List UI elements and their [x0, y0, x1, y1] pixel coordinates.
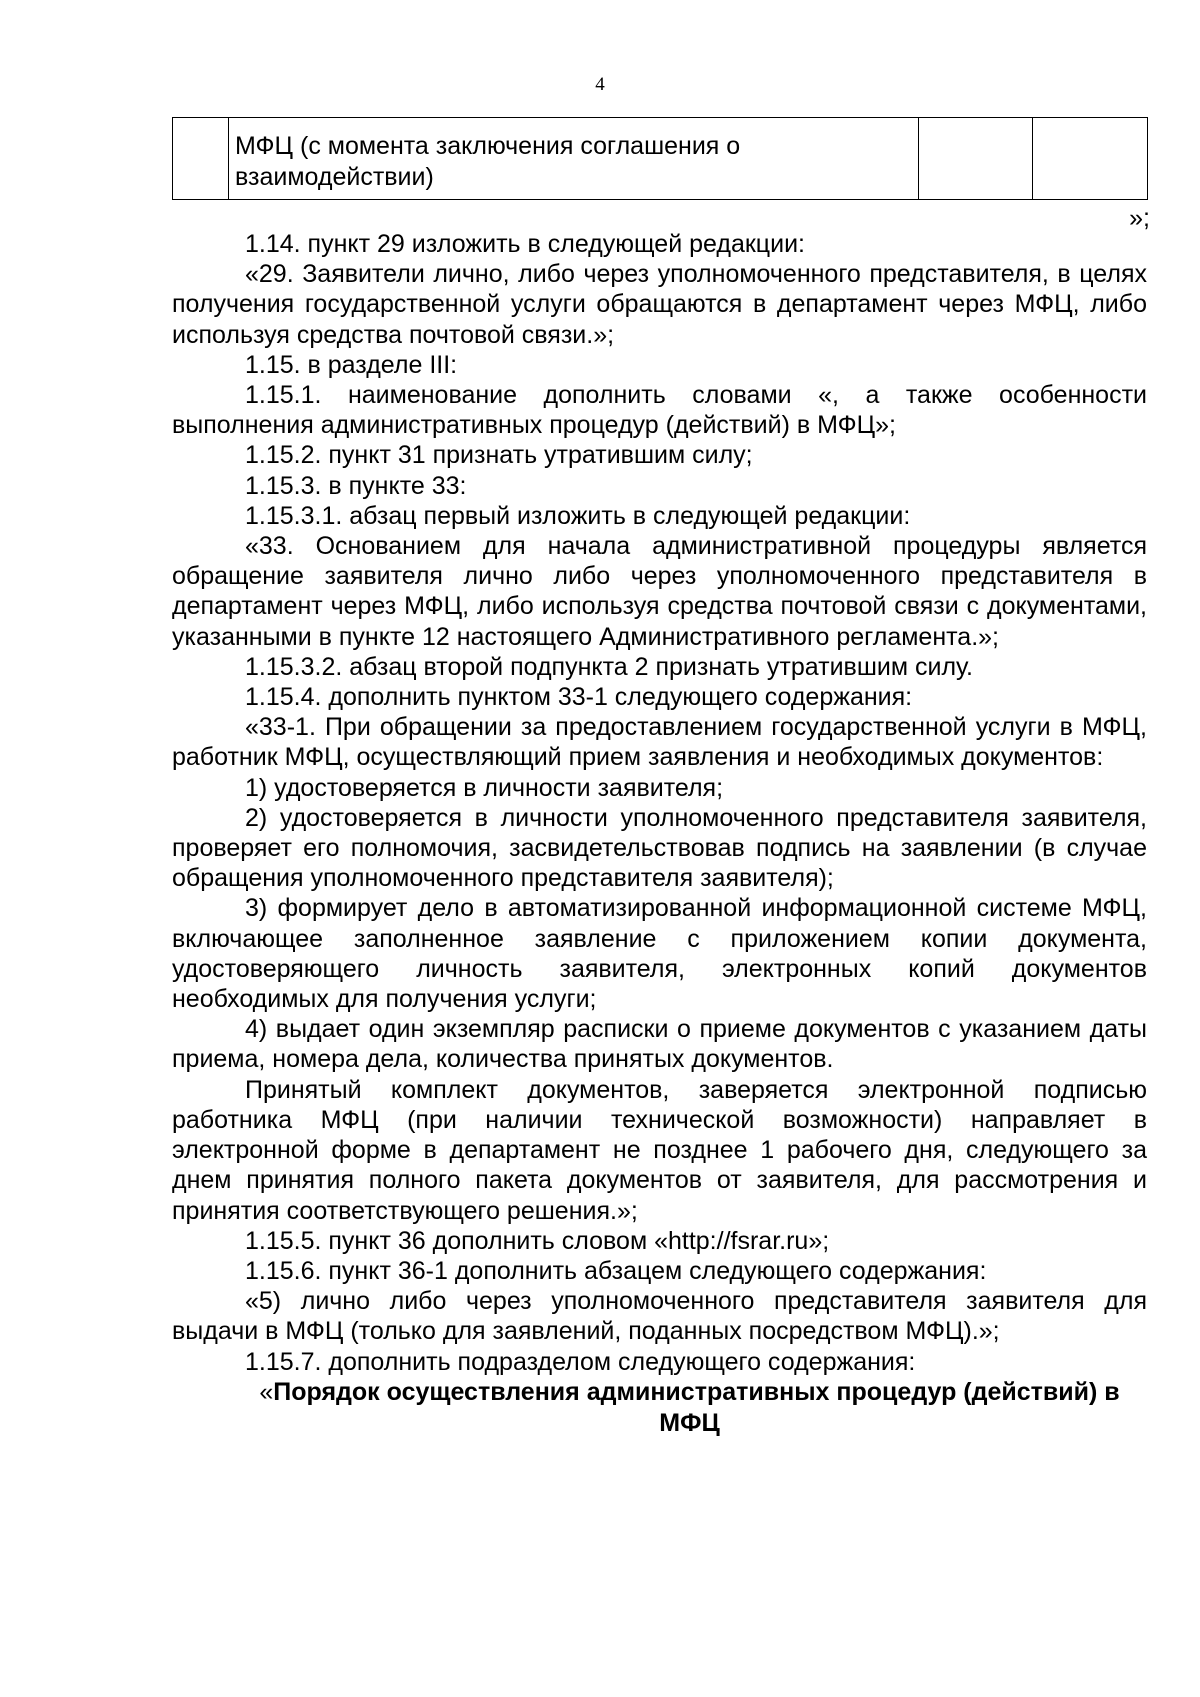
- paragraph: 1.15.3. в пункте 33:: [245, 471, 467, 500]
- paragraph: «33. Основанием для начала административной процедуры является обращение заявителя лично либо через уполномоченного представителя в департамент через МФЦ, либо используя средства почтовой связи с документами, указанными в пункте 12 настоящего Административного регламента.»;: [172, 532, 1147, 651]
- heading-open-quote: «: [259, 1377, 274, 1406]
- paragraph: Принятый комплект документов, заверяется электронной подписью работника МФЦ (при наличии технической возможности) направляет в электронной форме в департамент не позднее 1 рабочего дня, следующего за днем принятия полного пакета документов от заявителя, для рассмотрения и принятия соответствующего решения.»;: [172, 1075, 1147, 1225]
- paragraph: 1.15.2. пункт 31 признать утратившим силу;: [245, 441, 753, 470]
- paragraph: 1.14. пункт 29 изложить в следующей редакции:: [245, 230, 805, 258]
- paragraph: 2) удостоверяется в личности уполномоченного представителя заявителя, проверяет его полномочия, засвидетельствовав подпись на заявлении (в случае обращения уполномоченного представителя заявителя);: [172, 803, 1147, 893]
- paragraph: 1.15.3.1. абзац первый изложить в следующей редакции:: [245, 501, 911, 530]
- paragraph: 1.15.6. пункт 36-1 дополнить абзацем следующего содержания:: [245, 1256, 987, 1285]
- paragraph: 1.15.7. дополнить подразделом следующего содержания:: [245, 1347, 916, 1376]
- table-cell-empty: [1033, 118, 1148, 200]
- paragraph: «33-1. При обращении за предоставлением государственной услуги в МФЦ, работник МФЦ, осуществляющий прием заявления и необходимых документов:: [172, 713, 1147, 772]
- page-number: 4: [595, 74, 605, 95]
- paragraph: 1.15.1. наименование дополнить словами «, а также особенности выполнения административных процедур (действий) в МФЦ»;: [172, 381, 1147, 440]
- table-cell-empty: [919, 118, 1033, 200]
- continuation-table: [172, 117, 1148, 200]
- paragraph: 1.15.5. пункт 36 дополнить словом «http://fsrar.ru»;: [245, 1226, 830, 1255]
- paragraph: 3) формирует дело в автоматизированной информационной системе МФЦ, включающее заполненное заявление с приложением копии документа, удостоверяющего личность заявителя, электронных копий документов необходимых для получения услуги;: [172, 894, 1147, 1014]
- paragraph: 4) выдает один экземпляр расписки о приеме документов с указанием даты приема, номера дела, количества принятых документов.: [172, 1015, 1147, 1074]
- paragraph: 1.15.3.2. абзац второй подпункта 2 признать утратившим силу.: [245, 652, 973, 681]
- paragraph: 1.15.4. дополнить пунктом 33-1 следующего содержания:: [245, 683, 913, 712]
- table-cell-number: [173, 118, 229, 200]
- table-row: [173, 118, 1148, 200]
- table-cell-mfc: МФЦ (с момента заключения соглашения о взаимодействии): [229, 118, 919, 200]
- subsection-heading: [172, 1377, 1147, 1439]
- body-text: [172, 229, 1147, 1439]
- paragraph: 1) удостоверяется в личности заявителя;: [245, 773, 724, 802]
- paragraph: 1.15. в разделе III:: [245, 350, 458, 379]
- paragraph: «29. Заявители лично, либо через уполномоченного представителя, в целях получения государственной услуги обращаются в департамент через МФЦ, либо используя средства почтовой связи.»;: [172, 260, 1147, 349]
- paragraph: «5) лично либо через уполномоченного представителя заявителя для выдачи в МФЦ (только для заявлений, поданных посредством МФЦ).»;: [172, 1287, 1147, 1346]
- heading-text: Порядок осуществления административных процедур (действий) в МФЦ: [273, 1377, 1120, 1437]
- table-closing-quote: »;: [1129, 204, 1150, 232]
